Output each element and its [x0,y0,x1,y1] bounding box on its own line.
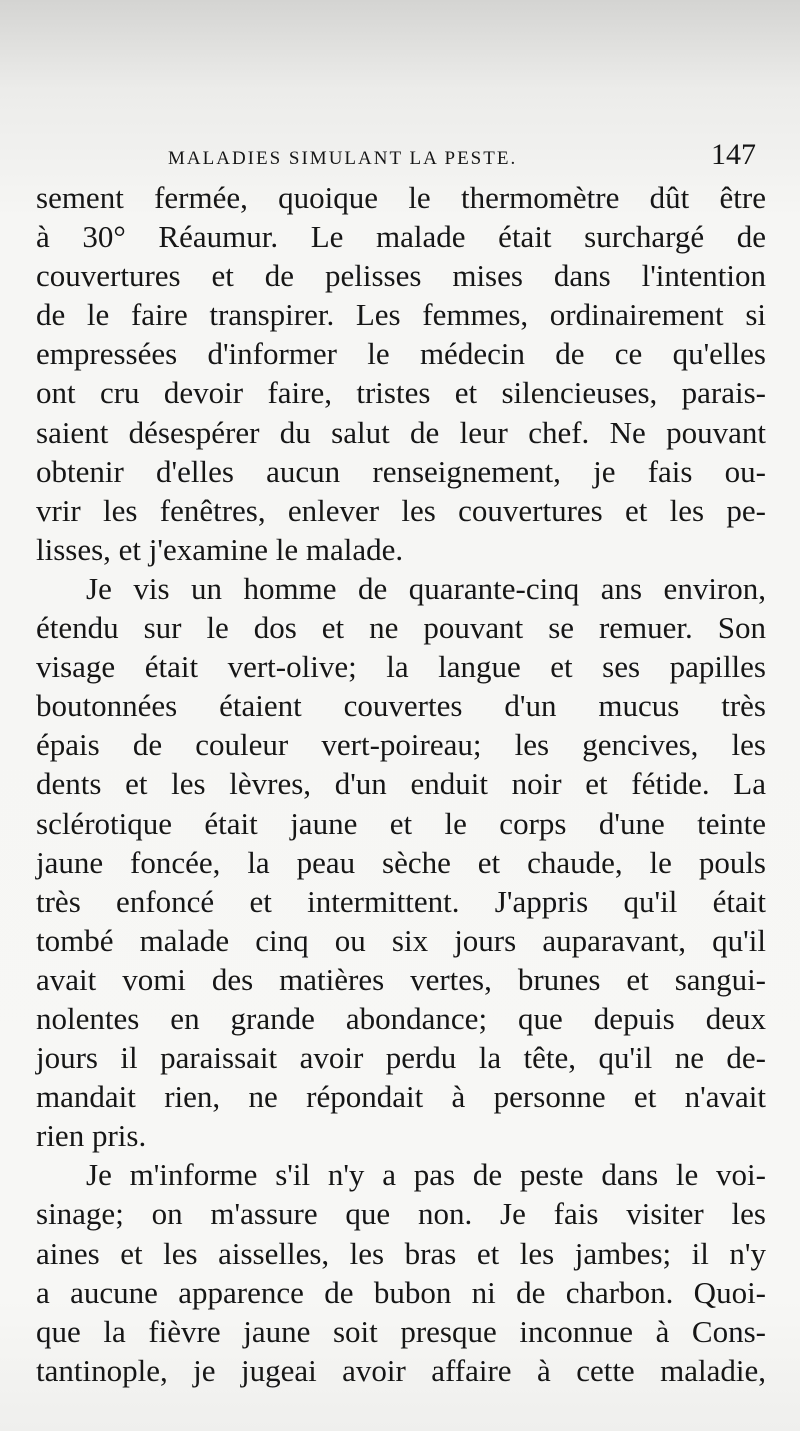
body-text [36,178,766,1390]
page-number: 147 [711,138,756,171]
text-line: sinage; on m'assure que non. Je fais visiter les [36,1196,766,1232]
text-line: sement fermée, quoique le thermomètre dût être [36,180,766,215]
text-line: dents et les lèvres, d'un enduit noir et fétide. La [36,766,766,802]
text-line: obtenir d'elles aucun renseignement, je fais ou- [36,453,766,489]
text-line: a aucune apparence de bubon ni de charbon. Quoi- [36,1274,766,1310]
text-line: à 30° Réaumur. Le malade était surchargé de [36,219,766,255]
text-line: couvertures et de pelisses mises dans l'intention [36,258,766,294]
running-title: MALADIES SIMULANT LA PESTE. [168,148,518,169]
text-line: saient désespérer du salut de leur chef. Ne pouvant [36,414,766,450]
text-line: que la fièvre jaune soit presque inconnue à Cons- [36,1313,766,1349]
text-line: Je m'informe s'il n'y a pas de peste dans le voi- [86,1157,766,1193]
text-line: tantinople, je jugeai avoir affaire à cette maladie, [36,1352,766,1388]
text-line: visage était vert-olive; la langue et ses papilles [36,649,766,685]
book-page [36,138,766,1390]
text-line: aines et les aisselles, les bras et les jambes; il n'y [36,1235,766,1271]
text-line: sclérotique était jaune et le corps d'une teinte [36,805,766,841]
text-line: de le faire transpirer. Les femmes, ordinairement si [36,297,766,333]
text-line: boutonnées étaient couvertes d'un mucus très [36,688,766,724]
text-line: nolentes en grande abondance; que depuis deux [36,1000,766,1036]
text-line: Je vis un homme de quarante-cinq ans environ, [86,570,766,606]
text-line: épais de couleur vert-poireau; les gencives, les [36,727,766,763]
text-line: mandait rien, ne répondait à personne et n'avait [36,1079,766,1115]
text-line: tombé malade cinq ou six jours auparavant, qu'il [36,922,766,958]
text-line: rien pris. [36,1118,147,1154]
text-line: étendu sur le dos et ne pouvant se remuer. Son [36,610,766,646]
text-line: ont cru devoir faire, tristes et silencieuses, parais- [36,375,766,411]
text-line: empressées d'informer le médecin de ce qu'elles [36,336,766,372]
text-line: avait vomi des matières vertes, brunes et sangui- [36,961,766,997]
text-line: jaune foncée, la peau sèche et chaude, le pouls [36,844,766,880]
text-line: très enfoncé et intermittent. J'appris qu'il était [36,883,766,919]
text-line: lisses, et j'examine le malade. [36,531,404,567]
text-line: vrir les fenêtres, enlever les couvertures et les pe- [36,492,766,528]
running-head [36,138,766,172]
text-line: jours il paraissait avoir perdu la tête, qu'il ne de- [36,1040,766,1076]
